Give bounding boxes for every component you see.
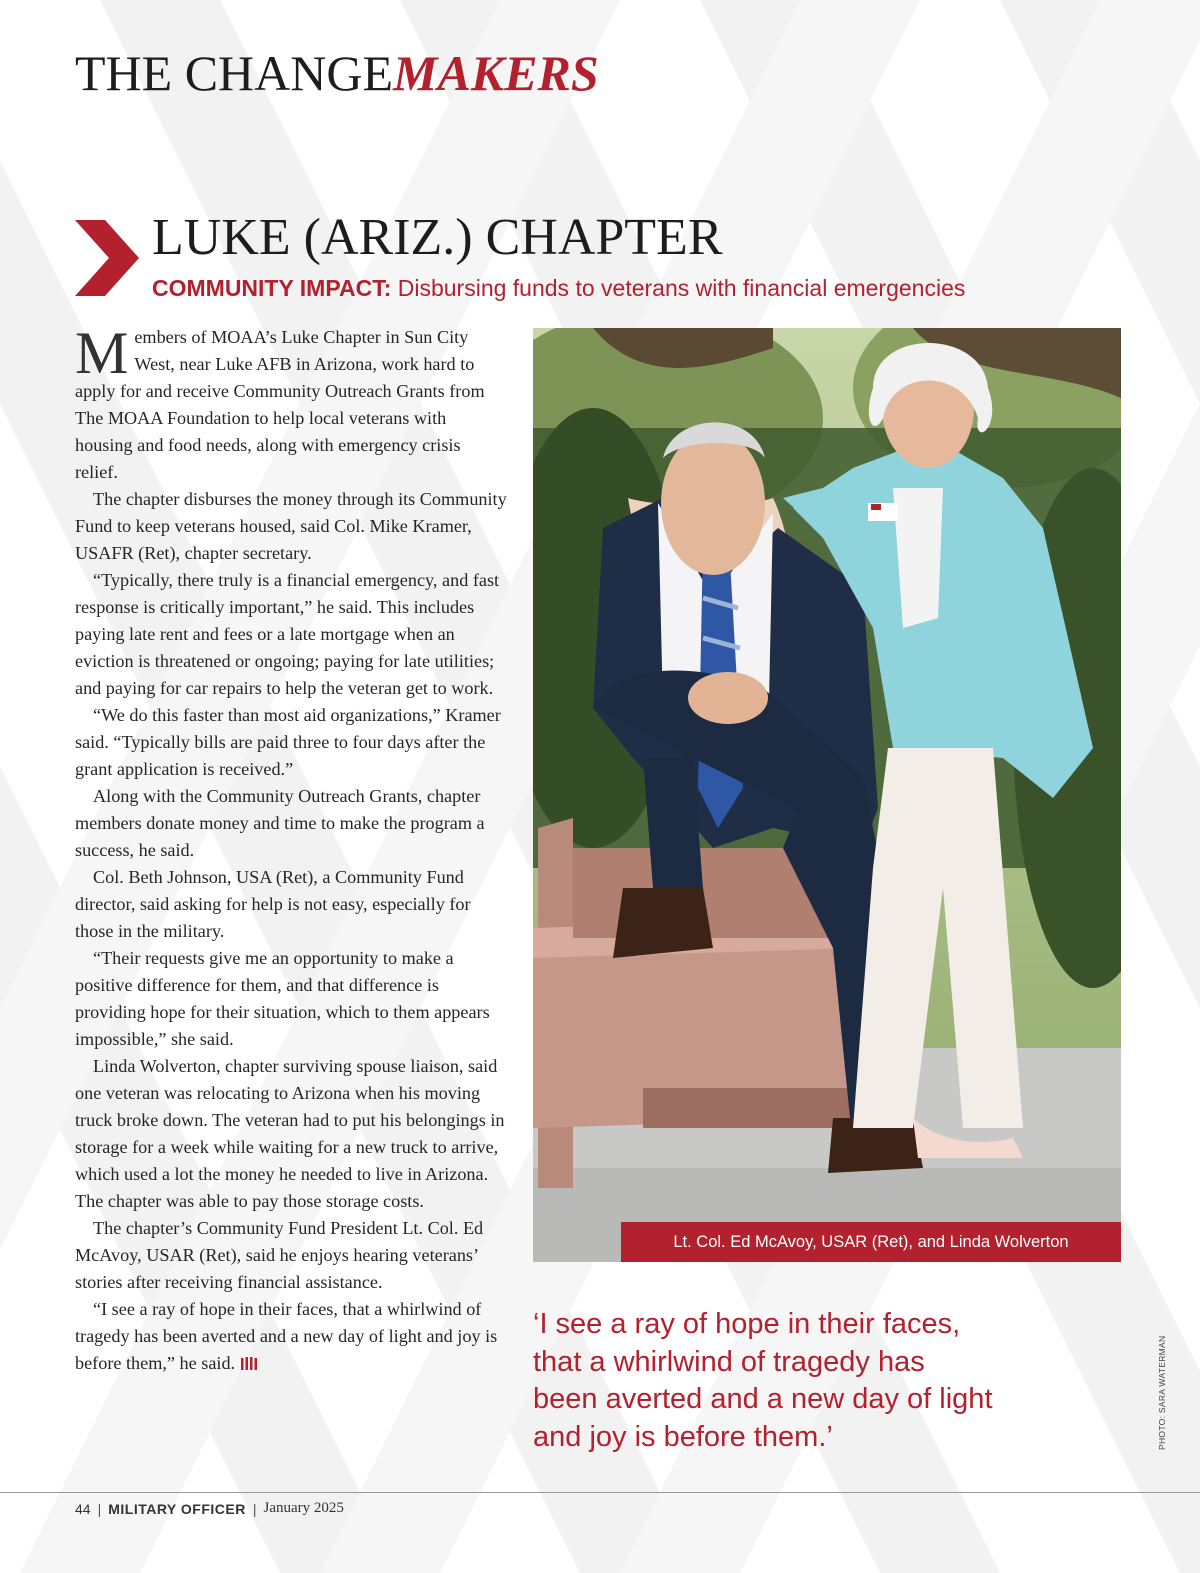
footer-separator: |	[252, 1500, 257, 1517]
article-photo	[533, 328, 1121, 1262]
footer-divider	[0, 1492, 1200, 1493]
article-paragraph: “I see a ray of hope in their faces, that a whirlwind of tragedy has been averted and a new day of light and joy is before them,” he said.	[75, 1299, 498, 1373]
photo-caption: Lt. Col. Ed McAvoy, USAR (Ret), and Linda Wolverton	[621, 1222, 1121, 1262]
article-paragraph: “Their requests give me an opportunity to make a positive difference for them, and that difference is providing hope for their situation, which to them appears impossible,” she said.	[75, 948, 490, 1049]
section-title-accent: MAKERS	[393, 45, 599, 101]
issue-date: January 2025	[263, 1500, 344, 1516]
article-paragraph: Linda Wolverton, chapter surviving spouse liaison, said one veteran was relocating to Arizona when his moving truck broke down. The veteran had to put his belongings in storage for a week while waiting for a new truck to arrive, which used a lot the money he needed to live in Arizona. The chapter was able to pay those storage costs.	[75, 1056, 505, 1211]
section-title-main: THE CHANGE	[75, 45, 394, 101]
article-paragraph: “Typically, there truly is a financial emergency, and fast response is critically important,” he said. This includes paying late rent and fees or a late mortgage when an eviction is threatened or ongoing; paying for late utilities; and paying for car repairs to help the veteran get to work.	[75, 570, 500, 698]
impact-label: COMMUNITY IMPACT:	[152, 275, 392, 301]
magazine-name: MILITARY OFFICER	[108, 1500, 246, 1517]
page-footer	[75, 1500, 344, 1517]
chevron-right-icon	[75, 220, 139, 296]
moaa-end-mark-icon	[241, 1356, 257, 1370]
pull-quote: ‘I see a ray of hope in their faces, that a whirlwind of tragedy has been averted and a new day of light and joy is before them.’	[533, 1308, 993, 1453]
community-impact-subtitle	[152, 275, 965, 302]
article-paragraph: The chapter disburses the money through its Community Fund to keep veterans housed, said Col. Mike Kramer, USAFR (Ret), chapter secretary.	[75, 489, 507, 563]
article-body	[75, 320, 507, 1377]
article-paragraph: Col. Beth Johnson, USA (Ret), a Community Fund director, said asking for help is not easy, especially for those in the military.	[75, 867, 471, 941]
article-paragraph: Along with the Community Outreach Grants, chapter members donate money and time to make the program a success, he said.	[75, 786, 485, 860]
page-number: 44	[75, 1500, 91, 1517]
footer-separator: |	[97, 1500, 102, 1517]
impact-text: Disbursing funds to veterans with financial emergencies	[391, 275, 966, 301]
section-title	[75, 45, 599, 101]
article-paragraph: Members of MOAA’s Luke Chapter in Sun City West, near Luke AFB in Arizona, work hard to apply for and receive Community Outreach Grants from The MOAA Foundation to help local veterans with housing and food needs, along with emergency crisis relief.	[75, 320, 485, 482]
article-paragraph: “We do this faster than most aid organizations,” Kramer said. “Typically bills are paid three to four days after the grant application is received.”	[75, 705, 501, 779]
photo-credit: PHOTO: SARA WATERMAN	[1157, 1335, 1167, 1450]
article-paragraph: The chapter’s Community Fund President Lt. Col. Ed McAvoy, USAR (Ret), said he enjoys hearing veterans’ stories after receiving financial assistance.	[75, 1218, 484, 1292]
drop-cap: M	[75, 320, 129, 386]
chapter-title: LUKE (ARIZ.) CHAPTER	[152, 209, 723, 266]
